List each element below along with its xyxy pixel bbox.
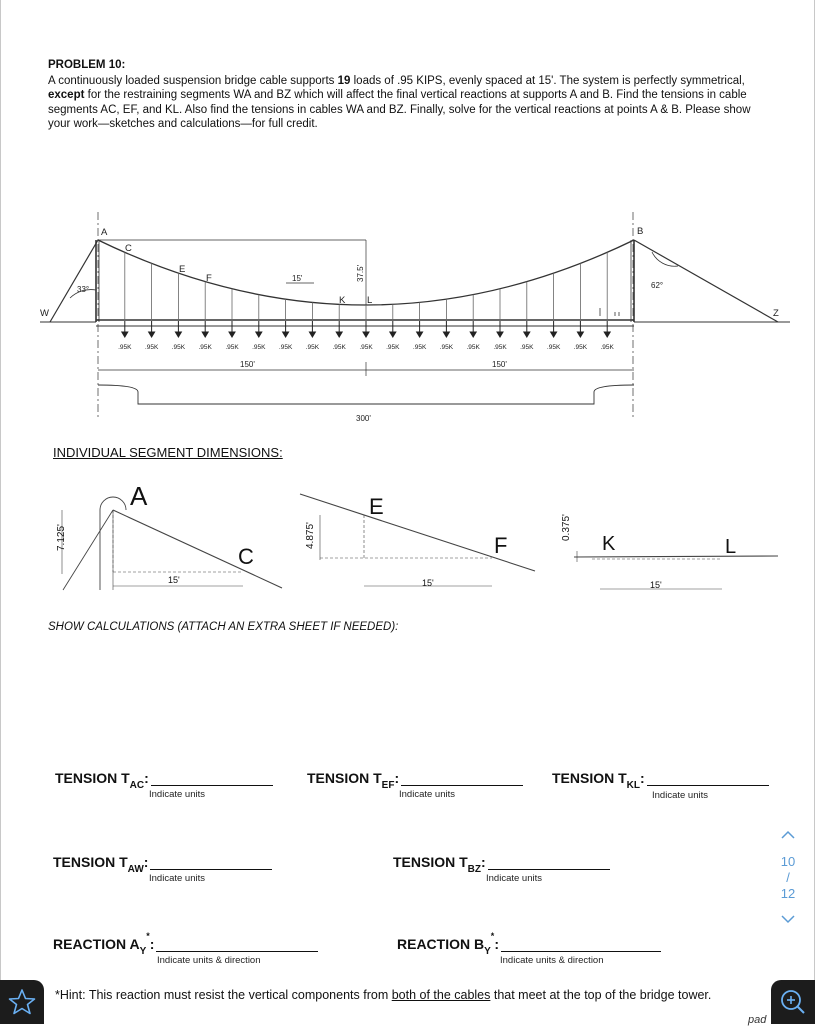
seg-label-e: E [369,494,384,519]
page-total: 12 [780,886,796,901]
load-label: .95K [359,344,373,351]
load-label: .95K [386,344,400,351]
load-label: .95K [144,344,159,351]
load-arrows [122,321,610,337]
zoom-in-button[interactable] [771,980,815,1024]
answer-t-kl: TENSION $T_{KL}$: [552,770,769,786]
load-label: .95K [118,344,132,351]
answer-blank-t-ef[interactable] [401,784,523,786]
point-label-b: B [637,226,644,237]
answer-subscript: AC [129,780,145,791]
point-label-l: L [367,295,373,306]
load-label: .95K [493,344,507,351]
load-label: .95K [520,344,534,351]
load-label: .95K [412,344,427,351]
load-arrow-head [309,332,315,337]
units-hint-reaction-b: Indicate units & direction [500,955,604,966]
answer-blank-reaction-b[interactable] [501,950,661,952]
span-bracket [98,385,634,404]
load-label: .95K [305,344,320,351]
chevron-down-icon[interactable] [773,912,803,928]
answer-label: REACTION A [53,936,140,952]
hint-underlined: both of the cables [391,988,491,1002]
seg-ac-run: 15' [168,575,180,585]
units-hint-t-bz: Indicate units [486,873,542,884]
load-arrow-head [229,332,235,337]
point-label-a: A [101,227,108,238]
segment-ac-stay [63,510,113,590]
problem-text-1: A continuously loaded suspension bridge cable supports [48,74,338,87]
page-current: 10 [780,854,796,869]
load-arrow-head [336,332,342,337]
answer-blank-t-bz[interactable] [488,868,610,870]
answer-blank-t-ac[interactable] [151,784,273,786]
load-label: .95K [546,344,561,351]
load-count: 19 [337,74,351,87]
seg-label-c: C [238,544,254,569]
seg-kl-rise: 0.375' [561,514,572,541]
load-arrow-head [363,332,369,337]
answer-label: TENSION T [55,770,130,786]
problem-text-3: for the restraining segments WA and BZ which will affect the final vertical reactions at supports A and B. Find the tensions in cable segments AC, EF, and KL. Also find the tensions in cables WA and BZ. Finally, solve for the vertical reactions at points A & B. Please show your work—sketches and calculations—for full credit. [48,89,751,130]
cable-wa [50,240,98,322]
segment-ac-cable [113,510,282,588]
load-label: .95K [171,344,186,351]
point-label-k: K [339,295,346,306]
span-label: 300' [356,414,371,423]
answer-label: TENSION T [53,854,128,870]
answer-blank-reaction-a[interactable] [156,950,318,952]
answer-t-bz: TENSION $T_{BZ}$: [393,854,610,870]
chevron-up-icon[interactable] [773,828,803,844]
zoom-in-icon [771,980,815,1024]
load-arrow-head [202,332,208,337]
answer-subscript: Y [139,946,147,957]
page-navigator [773,828,803,928]
asterisk: * [146,931,150,941]
load-arrow-head [470,332,476,337]
load-arrow-head [149,332,155,337]
answer-t-ef: TENSION $T_{EF}$: [307,770,523,786]
load-arrow-head [122,332,128,337]
load-label: .95K [466,344,480,351]
answer-subscript: BZ [467,864,482,875]
problem-text-2: loads of .95 KIPS, evenly spaced at 15'. The system is perfectly symmetrical, [350,74,745,87]
load-label: .95K [252,344,266,351]
half-span-left-label: 150' [240,360,255,369]
answer-subscript: KL [626,780,641,791]
problem-emphasis: except [48,89,85,101]
load-arrow-head [390,332,396,337]
units-hint-t-ef: Indicate units [399,789,455,800]
load-arrow-head [417,332,423,337]
answer-label: TENSION T [393,854,468,870]
seg-ef-rise: 4.875' [305,522,316,549]
load-arrow-head [551,332,557,337]
tower-cap [100,497,126,510]
segment-kl-cable [574,556,778,557]
seg-ac-rise: 7.125' [56,524,67,551]
load-arrow-head [256,332,262,337]
segment-kl-sketch [574,551,778,589]
answer-subscript: AW [127,864,144,875]
load-arrow-head [175,332,181,337]
answer-reaction-a: REACTION $A_Y^*$: [53,936,318,952]
seg-label-a: A [130,481,148,511]
units-hint-t-ac: Indicate units [149,789,205,800]
answer-subscript: Y [484,946,491,957]
load-label: .95K [332,344,346,351]
half-span-right-label: 150' [492,360,507,369]
load-label: .95K [198,344,212,351]
answer-t-ac: TENSION $T_{AC}$: [55,770,273,786]
page-separator: / [786,870,790,885]
seg-kl-run: 15' [650,580,662,590]
answer-blank-t-aw[interactable] [150,868,272,870]
load-label: .95K [600,344,614,351]
answer-blank-t-kl[interactable] [647,784,769,786]
point-label-w: W [40,308,49,319]
units-hint-t-kl: Indicate units [652,790,708,801]
units-hint-t-aw: Indicate units [149,873,205,884]
angle-arc-right [652,252,678,266]
hint-pre: *Hint: This reaction must resist the vertical components from [55,988,392,1002]
seg-label-k: K [602,533,616,555]
hint-post: that meet at the top of the bridge tower. [490,988,712,1002]
answer-label: REACTION B [397,936,485,952]
load-label: .95K [439,344,454,351]
load-arrow-head [497,332,503,337]
angle-label-left: 33° [77,285,90,294]
load-label: .95K [573,344,588,351]
segments-heading: INDIVIDUAL SEGMENT DIMENSIONS: [53,445,283,460]
point-label-c: C [125,243,132,254]
answer-reaction-b: REACTION $B_Y^*$: [397,936,661,952]
load-arrow-head [604,332,610,337]
sag-label: 37.5' [356,264,365,282]
seg-label-l: L [725,536,737,558]
load-label: .95K [278,344,293,351]
answer-label: TENSION T [552,770,627,786]
point-label-e: E [179,264,186,275]
load-arrow-head [443,332,449,337]
load-arrow-head [577,332,583,337]
favorite-button[interactable] [0,980,44,1024]
star-icon [0,980,44,1024]
seg-ef-run: 15' [422,578,434,588]
hint-text [55,988,711,1002]
angle-label-right: 62° [651,281,664,290]
load-arrow-head [283,332,289,337]
point-label-f: F [206,273,212,284]
load-labels [118,344,614,351]
footer-fragment: pad [748,1014,767,1026]
seg-label-f: F [494,533,508,558]
answer-label: TENSION T [307,770,382,786]
asterisk: * [490,931,495,941]
answer-t-aw: TENSION $T_{AW}$: [53,854,272,870]
calculations-note: SHOW CALCULATIONS (ATTACH AN EXTRA SHEET IF NEEDED): [48,621,399,633]
load-arrow-head [524,332,530,337]
problem-title: PROBLEM 10: [48,59,126,71]
units-hint-reaction-a: Indicate units & direction [157,955,261,966]
load-label: .95K [225,344,239,351]
point-label-z: Z [773,308,779,319]
answer-subscript: EF [381,780,395,791]
spacing-label: 15' [292,274,303,283]
